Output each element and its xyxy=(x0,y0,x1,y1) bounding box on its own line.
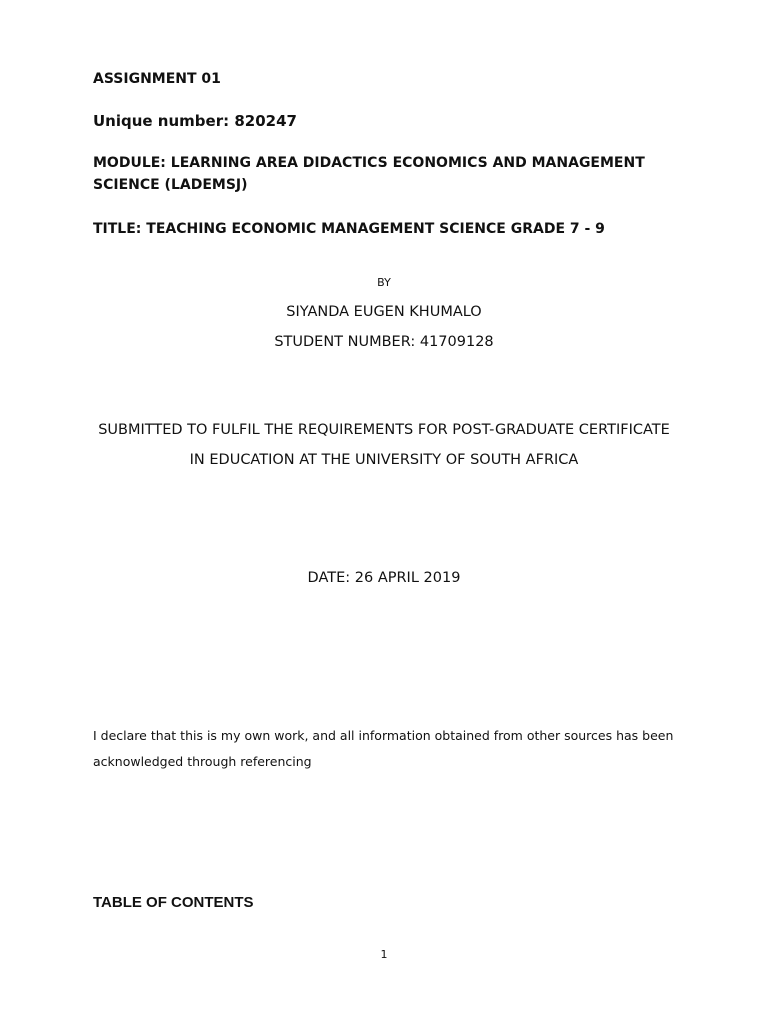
page-number: 1 xyxy=(380,948,388,961)
submission-line-2: IN EDUCATION AT THE UNIVERSITY OF SOUTH AFRICA xyxy=(189,452,579,468)
author-name: SIYANDA EUGEN KHUMALO xyxy=(286,304,482,320)
module-line-2: SCIENCE (LADEMSJ) xyxy=(93,177,248,193)
declaration-line-1: I declare that this is my own work, and all information obtained from other sources has been xyxy=(93,728,674,743)
student-number: STUDENT NUMBER: 41709128 xyxy=(274,334,494,350)
unique-number: Unique number: 820247 xyxy=(93,112,297,130)
submission-date: DATE: 26 APRIL 2019 xyxy=(307,570,461,586)
submission-line-1: SUBMITTED TO FULFIL THE REQUIREMENTS FOR POST-GRADUATE CERTIFICATE xyxy=(98,422,670,438)
by-label: BY xyxy=(377,276,391,289)
table-of-contents-heading: TABLE OF CONTENTS xyxy=(93,894,254,911)
module-heading xyxy=(93,152,653,196)
assignment-heading: ASSIGNMENT 01 xyxy=(93,71,221,87)
declaration xyxy=(93,723,693,775)
module-line-1: MODULE: LEARNING AREA DIDACTICS ECONOMICS AND MANAGEMENT xyxy=(93,155,645,171)
declaration-line-2: acknowledged through referencing xyxy=(93,754,312,769)
title-heading: TITLE: TEACHING ECONOMIC MANAGEMENT SCIENCE GRADE 7 - 9 xyxy=(93,221,605,237)
submission-statement xyxy=(0,415,768,475)
